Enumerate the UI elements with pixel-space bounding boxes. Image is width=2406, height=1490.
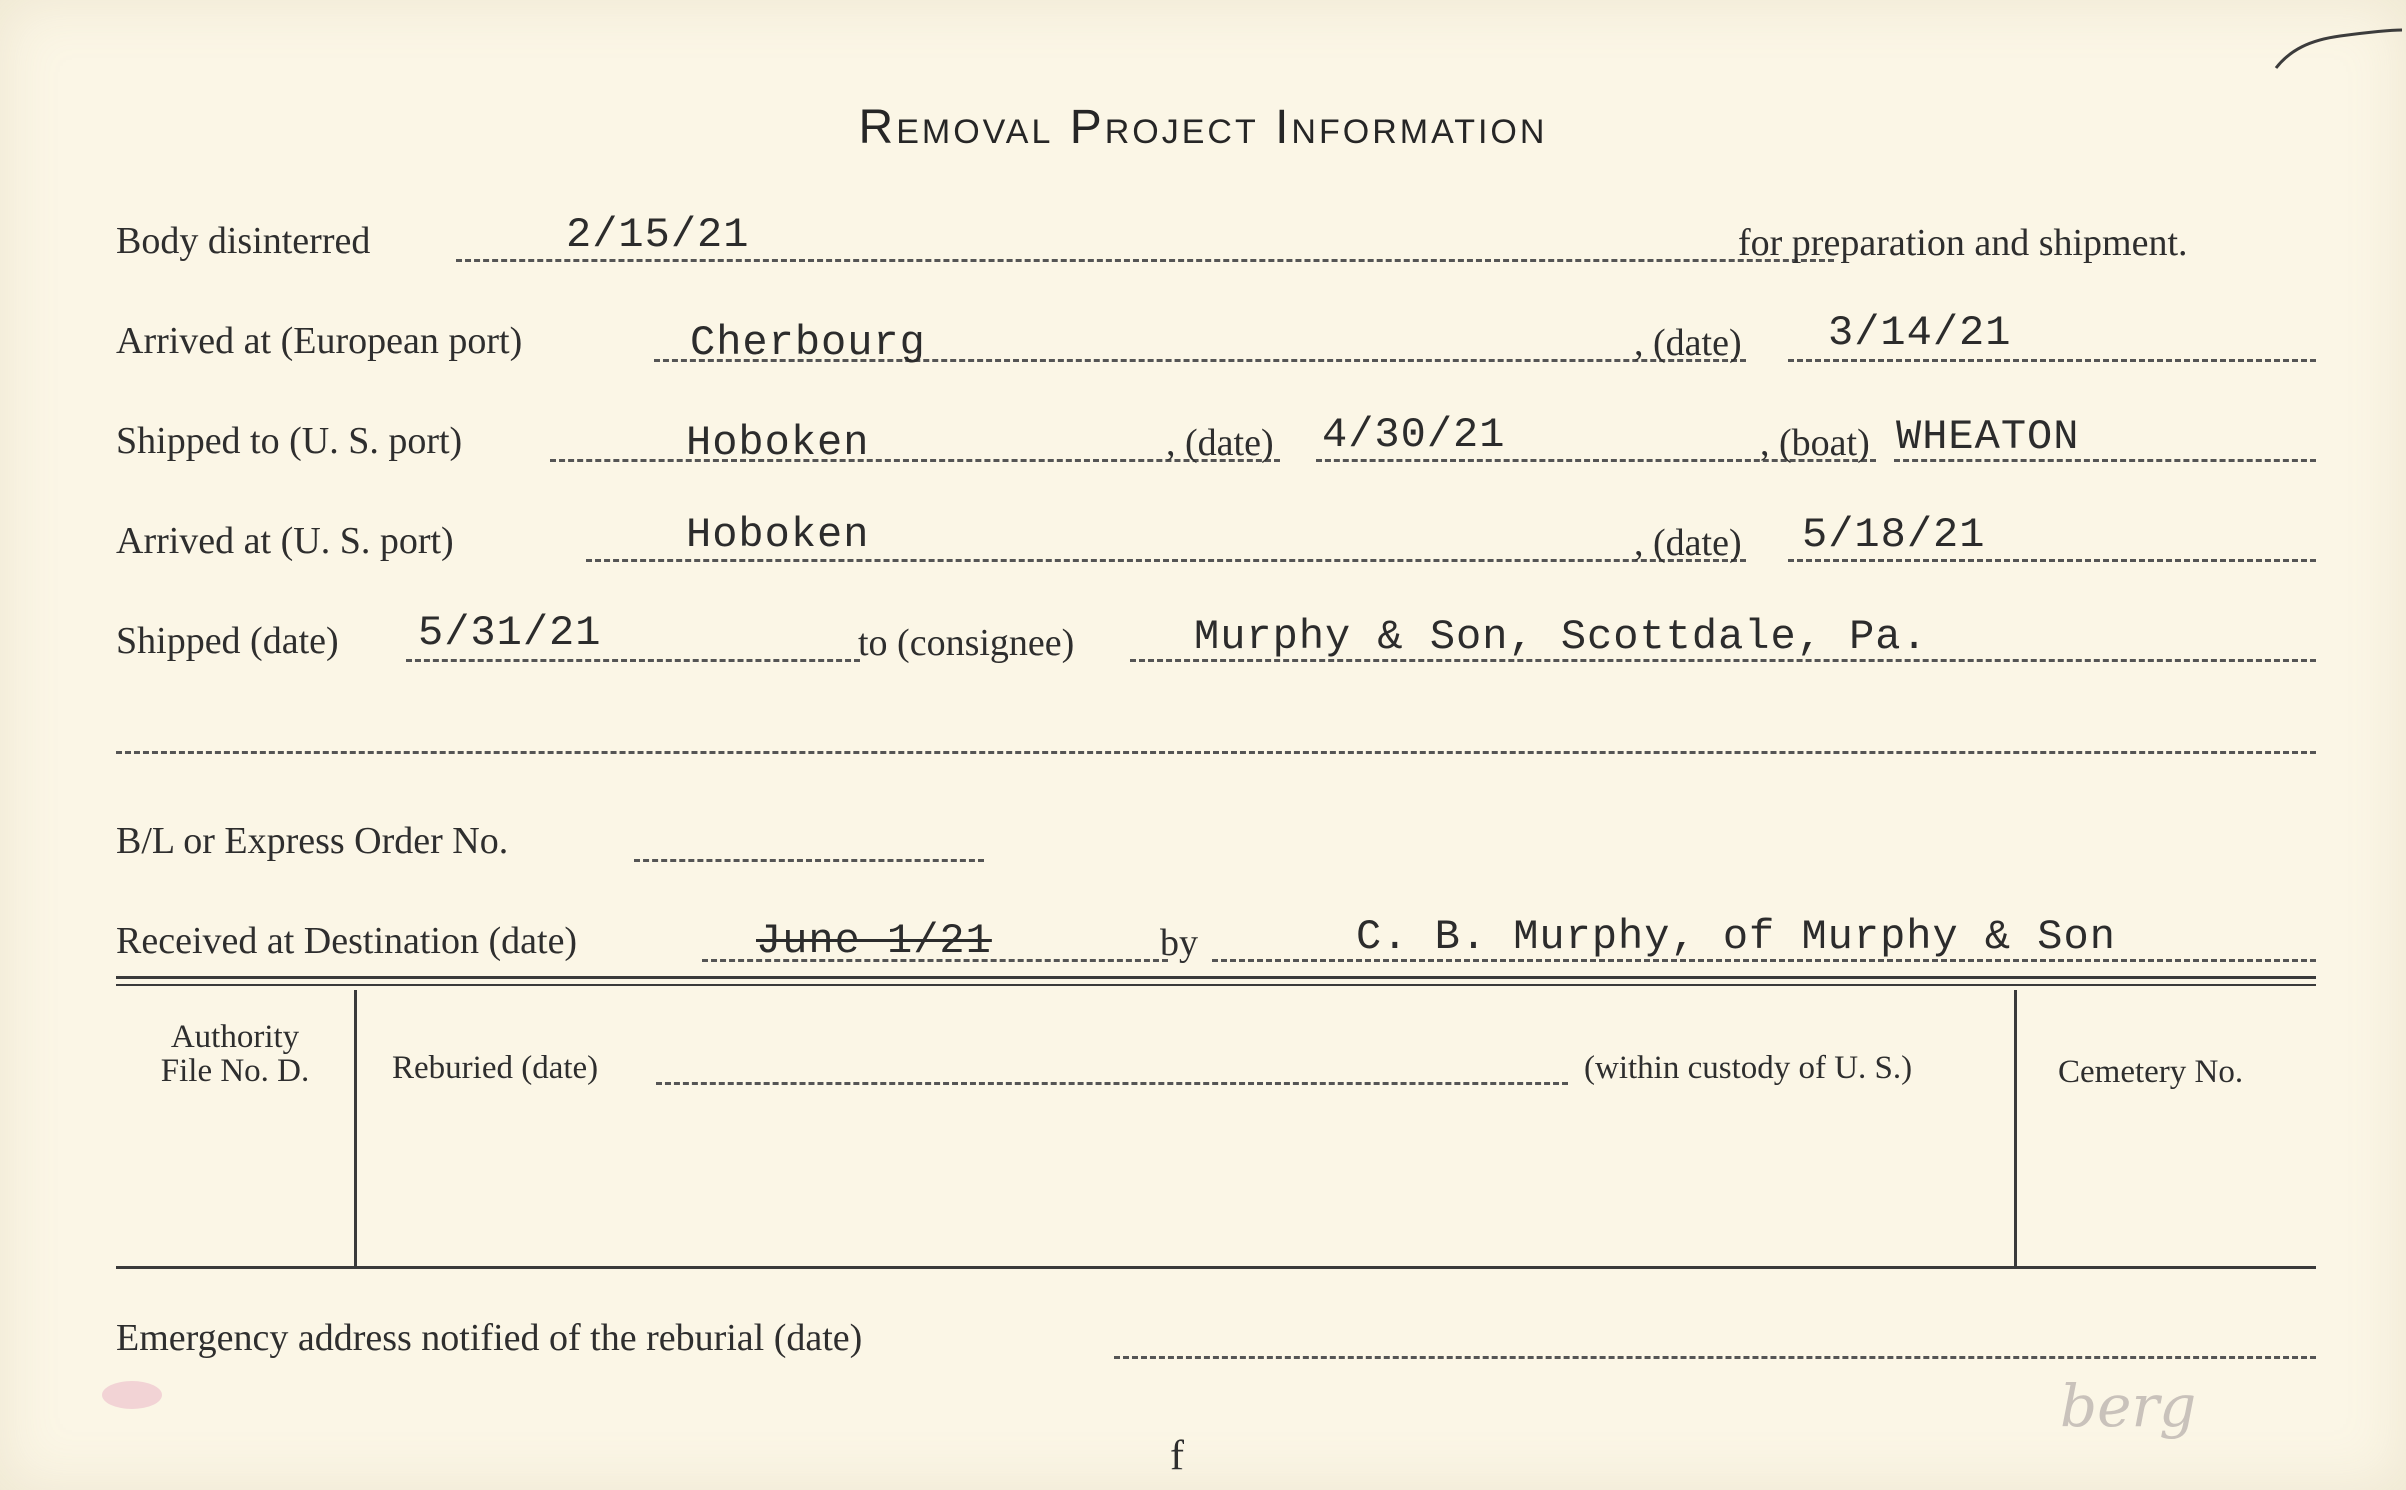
table-divider-right <box>2014 990 2017 1266</box>
row-shipped-us <box>116 411 2316 475</box>
arrived-eu-date-label: , (date) <box>1634 322 1742 364</box>
table-divider-left <box>354 990 357 1266</box>
table-bottom-rule <box>116 1266 2316 1269</box>
row-shipped <box>116 609 2316 675</box>
disinterred-suffix: for preparation and shipment. <box>1738 222 2188 264</box>
arrived-us-label: Arrived at (U. S. port) <box>116 520 454 562</box>
reburied-label: Reburied (date) <box>392 1050 599 1086</box>
blank-line <box>116 751 2316 754</box>
row-bl <box>116 815 2316 875</box>
received-date: June 1/21 <box>756 917 992 965</box>
arrived-us-date: 5/18/21 <box>1802 511 1986 559</box>
arrived-us-line <box>586 559 1746 562</box>
arrived-us-date-label: , (date) <box>1634 522 1742 564</box>
disinterred-line <box>456 259 1834 262</box>
shipped-date: 5/31/21 <box>418 609 602 657</box>
received-label: Received at Destination (date) <box>116 920 578 962</box>
cemetery-label: Cemetery No. <box>2058 1054 2244 1090</box>
corner-pen-stroke <box>2270 20 2406 80</box>
table-top-rule <box>116 976 2316 979</box>
row-arrived-european <box>116 309 2316 375</box>
footer-mark: f <box>1170 1433 1184 1479</box>
table-top-rule-inner <box>116 984 2316 986</box>
disinterred-label: Body disinterred <box>116 220 371 262</box>
emergency-line <box>1114 1356 2316 1359</box>
arrived-eu-port: Cherbourg <box>690 319 926 367</box>
shipped-us-date: 4/30/21 <box>1322 411 1506 459</box>
arrived-us-port: Hoboken <box>686 511 870 559</box>
card-title: Removal Project Information <box>858 101 1548 154</box>
received-by: C. B. Murphy, of Murphy & Son <box>1356 913 2116 961</box>
received-by-label: by <box>1160 922 1198 964</box>
consignee-value: Murphy & Son, Scottdale, Pa. <box>1194 613 1928 661</box>
shipped-us-port: Hoboken <box>686 419 870 467</box>
shipped-us-boat: WHEATON <box>1896 413 2080 461</box>
emergency-label: Emergency address notified of the reburial (date) <box>116 1317 863 1359</box>
arrived-eu-label: Arrived at (European port) <box>116 320 523 362</box>
row-disinterred <box>116 211 2316 275</box>
shipped-us-label: Shipped to (U. S. port) <box>116 420 463 462</box>
shipped-date-line <box>406 659 860 662</box>
shipped-us-date-label: , (date) <box>1166 422 1274 464</box>
arrived-us-date-line <box>1788 559 2316 562</box>
authority-file-label <box>116 1020 354 1088</box>
custody-label: (within custody of U. S.) <box>1584 1050 1913 1086</box>
pencil-note: berg <box>2060 1372 2197 1440</box>
reburied-line <box>656 1082 1568 1085</box>
bl-line <box>634 859 984 862</box>
authority-line1: Authority <box>170 1019 300 1055</box>
shipped-to-label: to (consignee) <box>858 622 1075 664</box>
row-arrived-us <box>116 511 2316 575</box>
row-blank <box>116 715 2316 775</box>
shipped-us-boat-label: , (boat) <box>1760 422 1870 464</box>
shipped-label: Shipped (date) <box>116 620 339 662</box>
red-smudge <box>92 1370 172 1420</box>
row-emergency <box>116 1312 2316 1372</box>
row-received <box>116 915 2316 975</box>
authority-line2: File No. D. <box>160 1053 310 1089</box>
disinterred-value: 2/15/21 <box>566 211 750 259</box>
bl-label: B/L or Express Order No. <box>116 820 509 862</box>
arrived-eu-date-line <box>1788 359 2316 362</box>
arrived-eu-date: 3/14/21 <box>1828 309 2012 357</box>
